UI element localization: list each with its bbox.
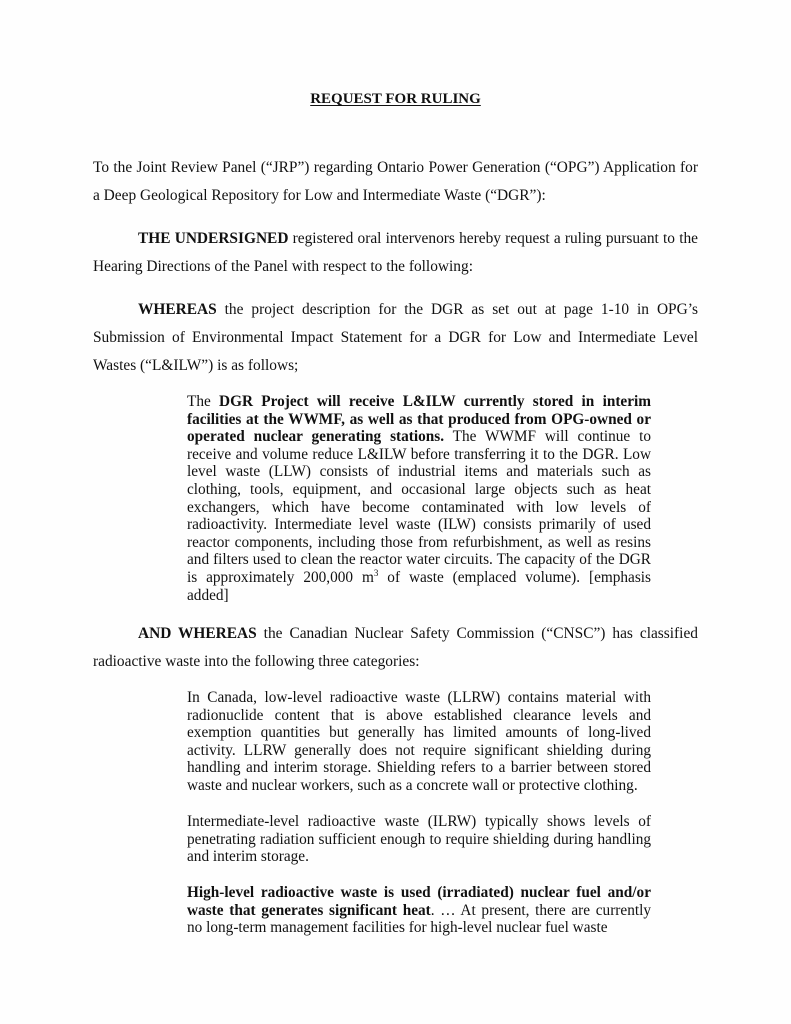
block-quote-llrw: In Canada, low-level radioactive waste (LLRW) contains material with radionuclide content that is above established clearance levels and exemption quantities but generally has limited amounts of long-lived activity. LLRW generally does not require significant shielding during handling and interim storage. Shielding refers to a barrier between stored waste and nuclear workers, such as a concrete wall or protective clothing. <box>187 689 651 794</box>
quote-1-superscript: 3 <box>373 567 379 578</box>
whereas-paragraph-2 <box>93 620 698 676</box>
quote-1-pre: The <box>187 393 220 410</box>
undersigned-text: registered oral intervenors hereby request a ruling pursuant to the Hearing Directions of the Panel with respect to the following: <box>93 230 698 275</box>
block-quote-hlrw <box>187 884 651 937</box>
quote-1-body: The WWMF will continue to receive and volume reduce L&ILW before transferring it to the DGR. Low level waste (LLW) consists of industrial items and materials such as clothing, tools, equipment, and occasional large objects such as heat exchangers, which have become contaminated with low levels of radioactivity. Intermediate level waste (ILW) consists primarily of used reactor components, including those from refurbishment, as well as resins and filters used to clean the reactor water circuits. The capacity of the DGR is approximately 200,000 m <box>187 428 651 586</box>
quote-1-emphasis: DGR Project will receive L&ILW currently stored in interim facilities at the WWMF, as well as that produced from OPG-owned or operated nuclear generating stations. <box>187 393 651 446</box>
hlrw-emphasis: High-level radioactive waste is used (irradiated) nuclear fuel and/or waste that generates significant heat <box>187 884 651 919</box>
undersigned-paragraph <box>93 225 698 281</box>
block-quote-project-description <box>187 393 651 604</box>
whereas-lead-2: AND WHEREAS <box>138 625 257 642</box>
intro-paragraph: To the Joint Review Panel (“JRP”) regarding Ontario Power Generation (“OPG”) Application for a Deep Geological Repository for Low and Intermediate Waste (“DGR”): <box>93 159 698 204</box>
whereas-lead-1: WHEREAS <box>138 301 217 318</box>
document-title <box>0 90 791 108</box>
hlrw-text: . … At present, there are currently no long-term management facilities for high-level nuclear fuel waste <box>187 901 651 937</box>
whereas-text-1: the project description for the DGR as set out at page 1-10 in OPG’s Submission of Environmental Impact Statement for a DGR for Low and Intermediate Level Wastes (“L&ILW”) is as follows; <box>93 301 698 374</box>
whereas-text-2: the Canadian Nuclear Safety Commission (“CNSC”) has classified radioactive waste into the following three categories: <box>93 625 698 670</box>
whereas-paragraph-1 <box>93 296 698 380</box>
title-text: REQUEST FOR RULING <box>310 91 481 107</box>
block-quote-ilrw: Intermediate-level radioactive waste (ILRW) typically shows levels of penetrating radiation sufficient enough to require shielding during handling and interim storage. <box>187 813 651 866</box>
quote-1-post: of waste (emplaced volume). [emphasis added] <box>187 568 651 604</box>
undersigned-lead: THE UNDERSIGNED <box>138 230 289 247</box>
